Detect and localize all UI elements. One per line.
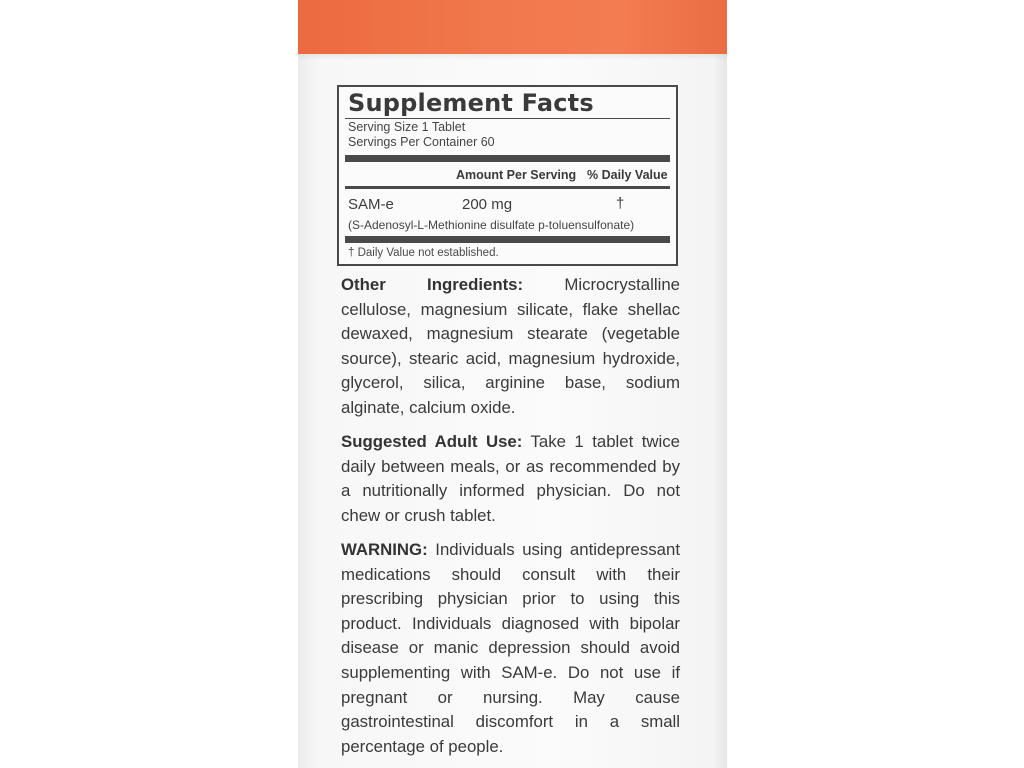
product-box [298, 0, 727, 768]
amount-per-serving-header: Amount Per Serving [456, 168, 577, 182]
suggested-use-paragraph [341, 430, 680, 528]
warning-label: WARNING: [341, 540, 428, 559]
other-ingredients-paragraph [341, 273, 680, 421]
servings-per-container: Servings Per Container 60 [348, 135, 495, 149]
daily-value-header: % Daily Value [587, 168, 668, 182]
ingredient-name: SAM-e [348, 196, 394, 213]
serving-size: Serving Size 1 Tablet [348, 120, 466, 134]
serving-rule [345, 155, 670, 162]
ingredient-amount: 200 mg [462, 196, 513, 213]
other-ingredients-label: Other Ingredients: [341, 275, 524, 294]
warning-paragraph [341, 538, 680, 759]
other-ingredients-text: Microcrystalline cellulose, magnesium silicate, flake shellac dewaxed, magnesium stearate (vegetable source), stearic acid, magnesium hydroxide, glycerol, silica, arginine base, sodium alginate, calcium oxide. [341, 275, 680, 417]
suggested-use-text: Take 1 tablet twice daily between meals, or as recommended by a nutritionally informed physician. Do not chew or crush tablet. [341, 432, 680, 525]
title-rule [345, 118, 670, 119]
suggested-use-label: Suggested Adult Use: [341, 432, 523, 451]
daily-value-footnote: † Daily Value not established. [348, 247, 499, 259]
ingredient-daily-value: † [616, 195, 625, 212]
ingredient-detail: (S-Adenosyl-L-Methionine disulfate p-toluensulfonate) [348, 218, 635, 232]
supplement-facts-title: Supplement Facts [348, 89, 594, 117]
warning-text: Individuals using antidepressant medications should consult with their prescribing physician prior to using this product. Individuals diagnosed with bipolar disease or manic depression should avoid supplementing with SAM-e. Do not use if pregnant or nursing. May cause gastrointestinal discomfort in a small percentage of people. [341, 540, 680, 756]
band-shadow [298, 54, 727, 60]
supplement-facts-panel [337, 85, 678, 266]
header-rule [345, 186, 670, 189]
footer-rule [345, 236, 670, 243]
orange-color-band [298, 0, 727, 54]
